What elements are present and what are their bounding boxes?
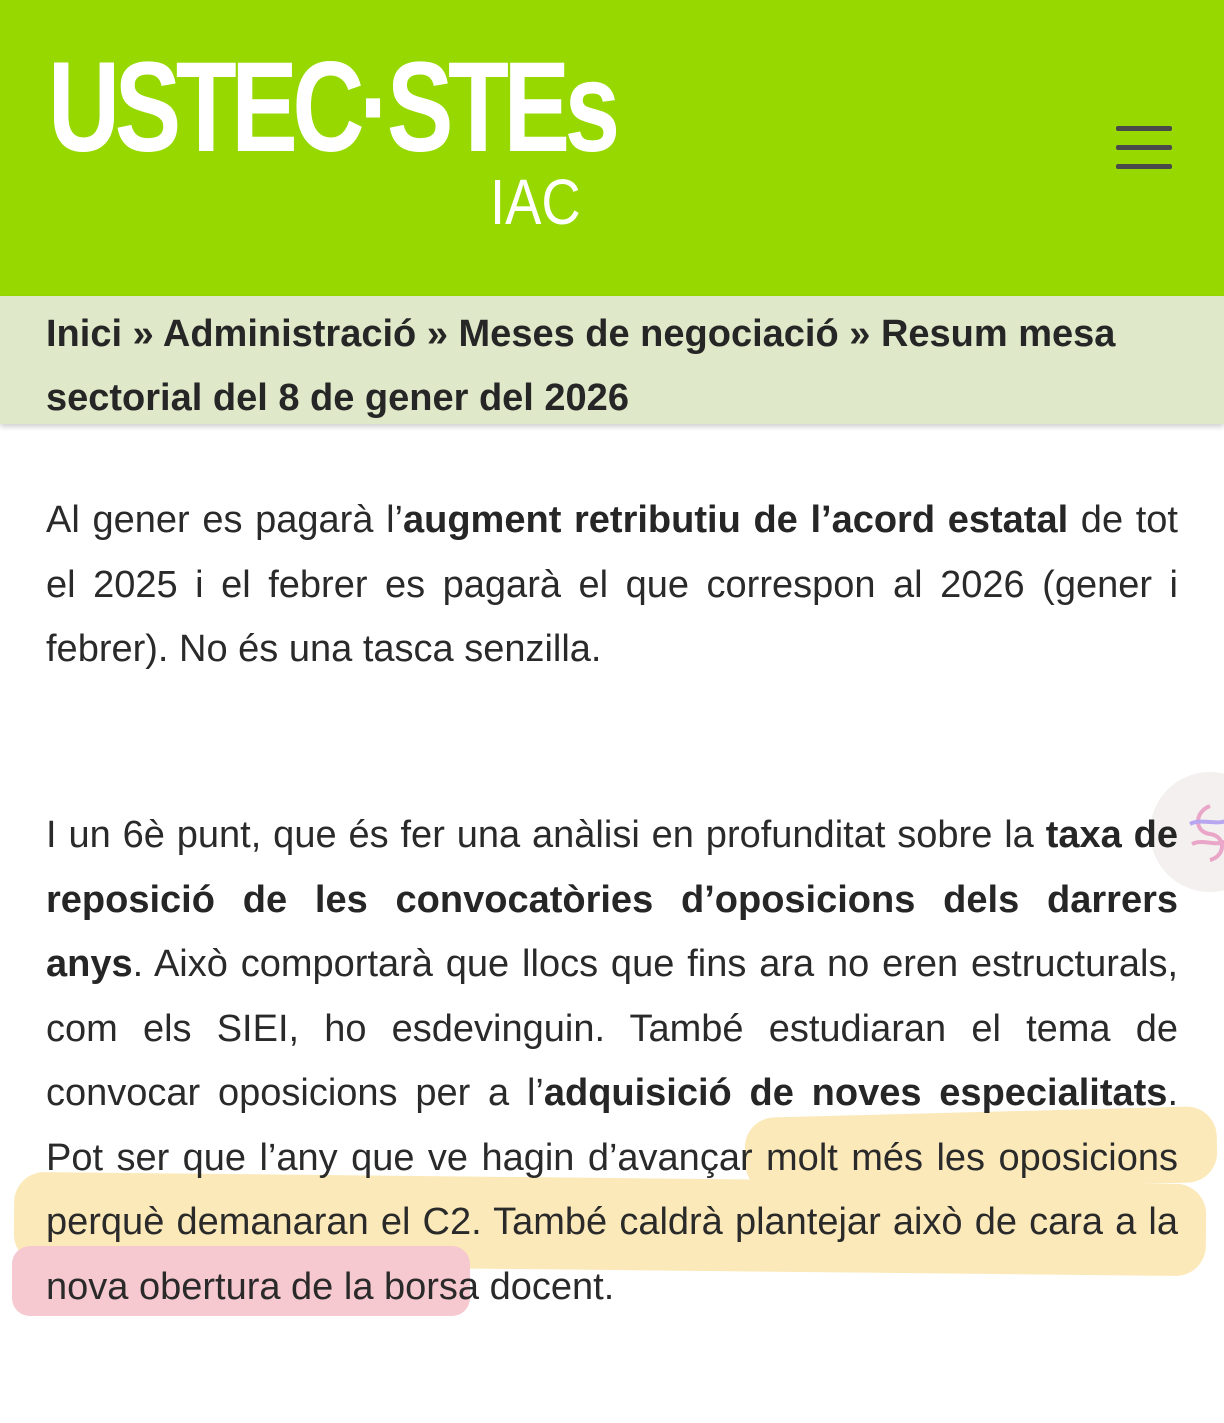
breadcrumb-item-administracio[interactable]: Administració	[162, 313, 417, 355]
breadcrumb-bar	[0, 296, 1224, 424]
hamburger-menu-icon[interactable]	[1112, 124, 1176, 172]
breadcrumb-separator: »	[849, 313, 881, 355]
article-paragraph: I un 6è punt, que és fer una anàlisi en profunditat sobre la taxa de reposició de les convocatòries d’oposicions dels darrers anys. Això comportarà que llocs que fins ara no eren estructurals, com els SIEI, ho esdevinguin. També estudiaran el tema de convocar oposicions per a l’adquisició de noves especialitats. Pot ser que l’any que ve hagin d’avançar molt més les oposicions perquè demanaran el C2. També caldrà plantejar això de cara a la nova obertura de la borsa docent.	[46, 814, 1178, 1308]
assistant-sparkle-icon	[1184, 798, 1224, 868]
site-logo-subtitle: IAC	[490, 166, 581, 238]
breadcrumb-item-meses[interactable]: Meses de negociació	[458, 313, 839, 355]
breadcrumb-separator: »	[426, 313, 459, 355]
bold-text: augment retributiu de l’acord estatal	[403, 499, 1069, 541]
site-logo[interactable]: USTEC·STEs	[48, 36, 615, 179]
site-header	[0, 0, 1224, 296]
bold-text: taxa de reposició de les convocatòries d’oposicions dels darrers anys	[46, 814, 1178, 985]
breadcrumb-item-home[interactable]: Inici	[46, 313, 123, 355]
breadcrumb-separator: »	[132, 313, 163, 355]
article-paragraph: Al gener es pagarà l’augment retributiu de l’acord estatal de tot el 2025 i el febrer es pagarà el que correspon al 2026 (gener i febrer). No és una tasca senzilla.	[46, 499, 1178, 670]
breadcrumb-item-current: Resum mesa sectorial del 8 de gener del 2026	[46, 313, 1116, 419]
breadcrumb	[46, 302, 1166, 430]
bold-text: adquisició de noves especialitats	[543, 1072, 1168, 1114]
